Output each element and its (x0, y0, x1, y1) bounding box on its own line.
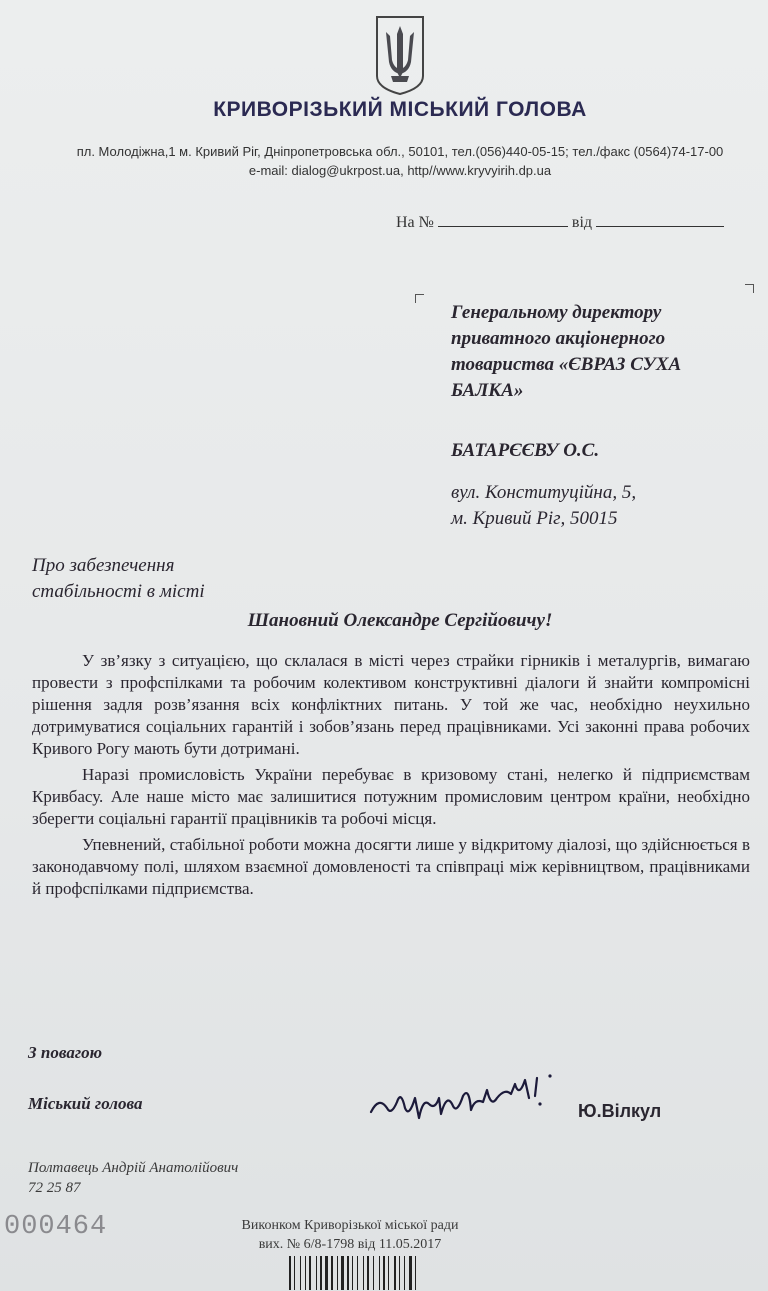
signer-position: Міський голова (28, 1094, 143, 1113)
registration-number: вих. № 6/8-1798 від 11.05.2017 (258, 1237, 442, 1252)
salutation: Шановний Олександре Сергійовичу! (247, 610, 553, 631)
org-address: пл. Молодіжна,1 м. Кривий Ріг, Дніпропетровська обл., 50101, тел.(056)440-05-15; тел./факс (0564)74-17-00 (76, 144, 724, 159)
body-paragraph: Упевнений, стабільної роботи можна досягти лише у відкритому діалозі, що здійснюється в законодавчому полі, шляхом взаємної домовленості та співпраці між керівництвом, працівниками й профспілками підприємства. (32, 835, 750, 898)
reference-line (396, 212, 724, 232)
recipient-line: товариства «ЄВРАЗ СУХА (451, 354, 682, 375)
reference-number-label: На № (396, 214, 434, 231)
closing-regards: З повагою (28, 1043, 103, 1062)
barcode-icon (287, 1256, 463, 1290)
body-paragraph: Наразі промисловість України перебуває в кризовому стані, нелегко й підприємствам Кривбасу. Але наше місто має залишитися потужним промисловим центром країни, необхідно зберегти соціальні гарантії працівників та робочі місця. (32, 765, 750, 828)
signer-name: Ю.Вілкул (578, 1101, 662, 1121)
recipient-address-line: вул. Конституційна, 5, (451, 482, 637, 503)
executor-name: Полтавець Андрій Анатолійович (28, 1160, 239, 1176)
reference-date-blank (596, 212, 724, 227)
reference-number-blank (438, 212, 568, 227)
letter-subject (32, 553, 205, 605)
subject-line: стабільності в місті (32, 581, 205, 602)
trident-emblem-icon (374, 14, 426, 96)
executor-phone: 72 25 87 (28, 1180, 81, 1196)
handwritten-signature-icon (365, 1068, 565, 1128)
recipient-address (451, 480, 636, 532)
reference-date-label: від (571, 214, 593, 231)
executor-block (28, 1158, 238, 1198)
address-corner-mark (745, 284, 754, 293)
body-paragraph: У зв’язку з ситуацією, що склалася в місті через страйки гірників і металургів, вимагаю провести з профспілками та робочим колективом конструктивні діалоги й знайти компромісні рішення задля розв’язання всіх конфліктних питань. У той же час, необхідно неухильно дотримуватися соціальних гарантій і зобов’язань перед працівниками. Усі законні права робочих Кривого Рогу мають бути дотримані. (32, 651, 750, 758)
letter-body (32, 650, 750, 900)
org-title: КРИВОРІЗЬКИЙ МІСЬКИЙ ГОЛОВА (213, 98, 587, 121)
recipient-line: приватного акціонерного (451, 328, 666, 349)
address-corner-mark (415, 294, 424, 303)
recipient-address-line: м. Кривий Ріг, 50015 (451, 508, 618, 529)
stamp-number: 000464 (4, 1212, 108, 1242)
recipient-name: БАТАРЄЄВУ О.С. (451, 440, 600, 461)
org-contacts: e-mail: dialog@ukrpost.ua, http//www.kryvyirih.dp.ua (248, 163, 552, 178)
registration-org: Виконком Криворізької міської ради (241, 1218, 459, 1233)
recipient-title (451, 300, 751, 404)
recipient-line: БАЛКА» (451, 380, 524, 401)
subject-line: Про забезпечення (32, 555, 175, 576)
recipient-line: Генеральному директору (451, 302, 662, 323)
